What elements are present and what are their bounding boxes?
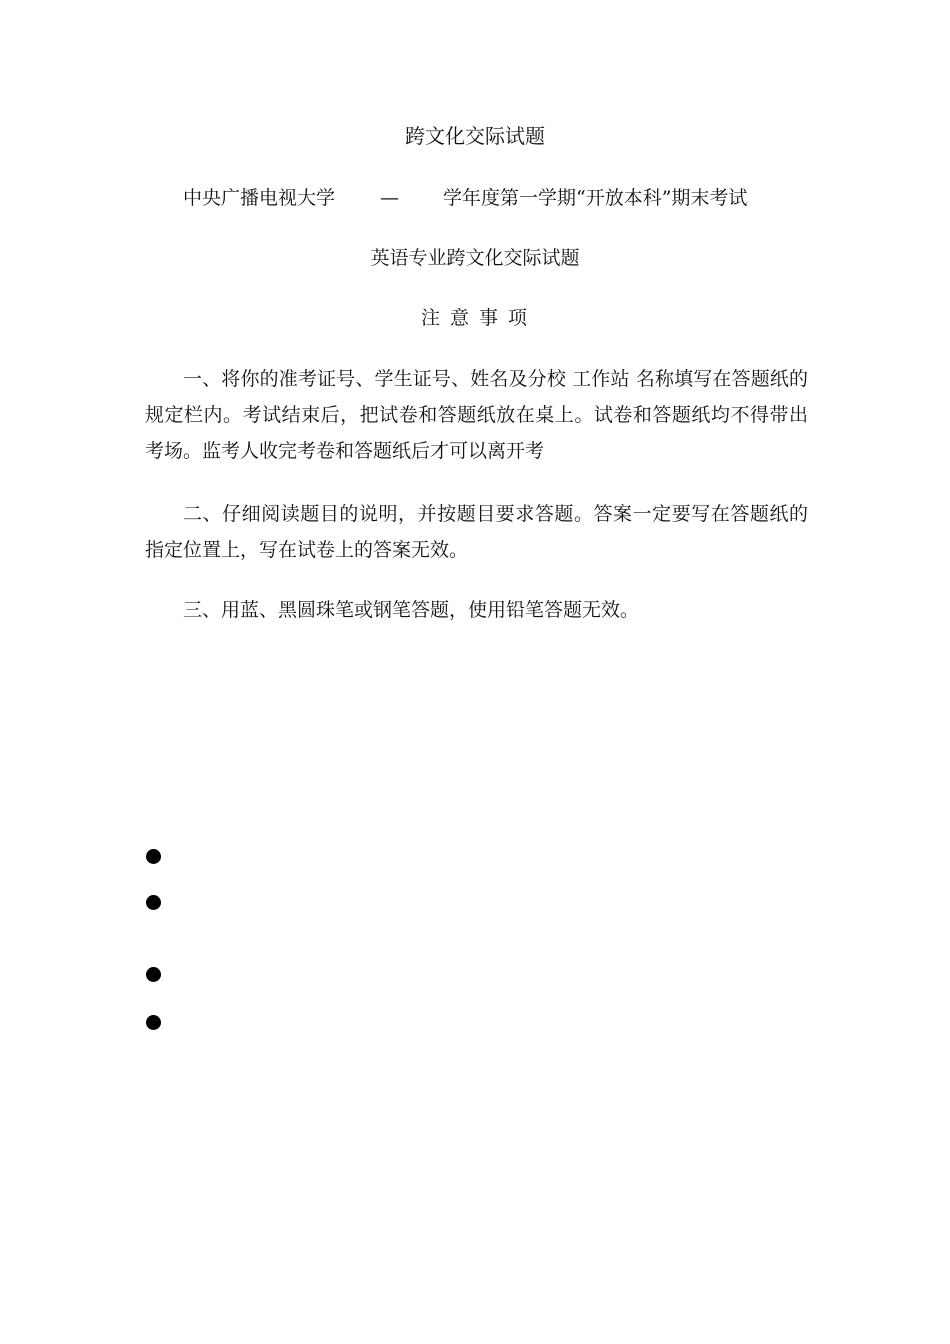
- bullet-icon: [146, 849, 161, 864]
- year-dash: —: [380, 187, 399, 209]
- instruction-3: 三、用蓝、黑圆珠笔或钢笔答题，使用铅笔答题无效。: [183, 599, 640, 621]
- instruction-1: 一、将你的准考证号、学生证号、姓名及分校 工作站 名称填写在答题纸的规定栏内。考试结束后，把试卷和答题纸放在桌上。试卷和答题纸均不得带出考场。监考人收完考卷和答题纸后才可以离开考: [145, 368, 808, 462]
- bullet-icon: [146, 1015, 161, 1030]
- exam-subtitle: 英语专业跨文化交际试题: [370, 247, 580, 269]
- exam-term: 学年度第一学期“开放本科”期末考试: [443, 187, 748, 209]
- notice-heading: 注意事项: [420, 307, 537, 329]
- bullet-icon: [146, 895, 161, 910]
- instruction-2: 二、仔细阅读题目的说明，并按题目要求答题。答案一定要写在答题纸的指定位置上，写在试卷上的答案无效。: [145, 503, 808, 561]
- document-title: 跨文化交际试题: [405, 124, 545, 148]
- bullet-icon: [146, 967, 161, 982]
- university-name: 中央广播电视大学: [183, 187, 336, 209]
